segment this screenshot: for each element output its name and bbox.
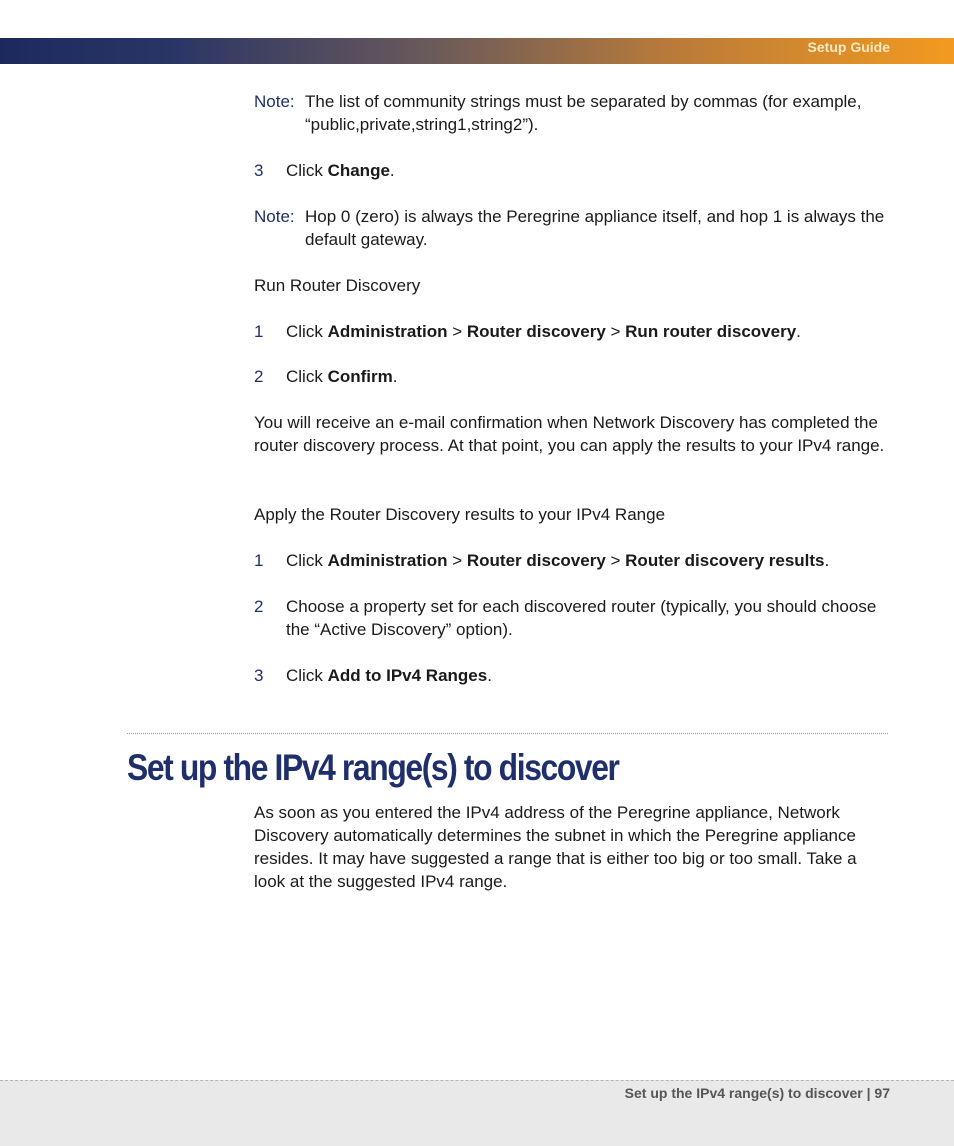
section-divider xyxy=(127,733,888,734)
apply-step-1 xyxy=(254,549,890,572)
step-text: Click Confirm. xyxy=(286,367,398,386)
header-title: Setup Guide xyxy=(807,39,890,55)
step-number: 3 xyxy=(254,666,264,685)
note-community-strings xyxy=(254,90,890,136)
step-number: 3 xyxy=(254,161,264,180)
step-text: Click Administration > Router discovery > Router discovery results. xyxy=(286,551,830,570)
email-confirmation-paragraph: You will receive an e-mail confirmation when Network Discovery has completed the router discovery process. At that point, you can apply the results to your IPv4 range. xyxy=(254,413,885,455)
note-text: The list of community strings must be separated by commas (for example, “public,private,string1,string2”). xyxy=(305,92,862,134)
step-text: Click Change. xyxy=(286,161,395,180)
run-step-2 xyxy=(254,365,890,388)
section-title: Set up the IPv4 range(s) to discover xyxy=(127,747,619,788)
run-router-discovery-heading: Run Router Discovery xyxy=(254,276,421,295)
step-text: Click Administration > Router discovery > Run router discovery. xyxy=(286,322,801,341)
step-number: 2 xyxy=(254,367,264,386)
step-number: 1 xyxy=(254,551,264,570)
apply-step-3 xyxy=(254,664,890,687)
step-text: Choose a property set for each discovered router (typically, you should choose the “Active Discovery” option). xyxy=(286,597,877,639)
apply-results-heading: Apply the Router Discovery results to your IPv4 Range xyxy=(254,505,666,524)
step-text: Click Add to IPv4 Ranges. xyxy=(286,666,492,685)
step-number: 1 xyxy=(254,322,264,341)
note-hop xyxy=(254,205,890,251)
run-step-1 xyxy=(254,320,890,343)
ui-label-change: Change xyxy=(327,161,390,180)
step-click-change xyxy=(254,159,890,182)
note-label: Note: xyxy=(254,92,295,111)
intro-paragraph: As soon as you entered the IPv4 address of the Peregrine appliance, Network Discovery automatically determines the subnet in which the Peregrine appliance resides. It may have suggested a range that is either too big or too small. Take a look at the suggested IPv4 range. xyxy=(254,803,857,891)
page-footer xyxy=(0,1080,954,1146)
apply-step-2 xyxy=(254,595,890,641)
footer-text: Set up the IPv4 range(s) to discover | 97 xyxy=(624,1085,890,1101)
header-bar xyxy=(0,38,954,64)
note-label: Note: xyxy=(254,207,295,226)
note-text: Hop 0 (zero) is always the Peregrine appliance itself, and hop 1 is always the default gateway. xyxy=(305,207,885,249)
step-number: 2 xyxy=(254,597,264,616)
